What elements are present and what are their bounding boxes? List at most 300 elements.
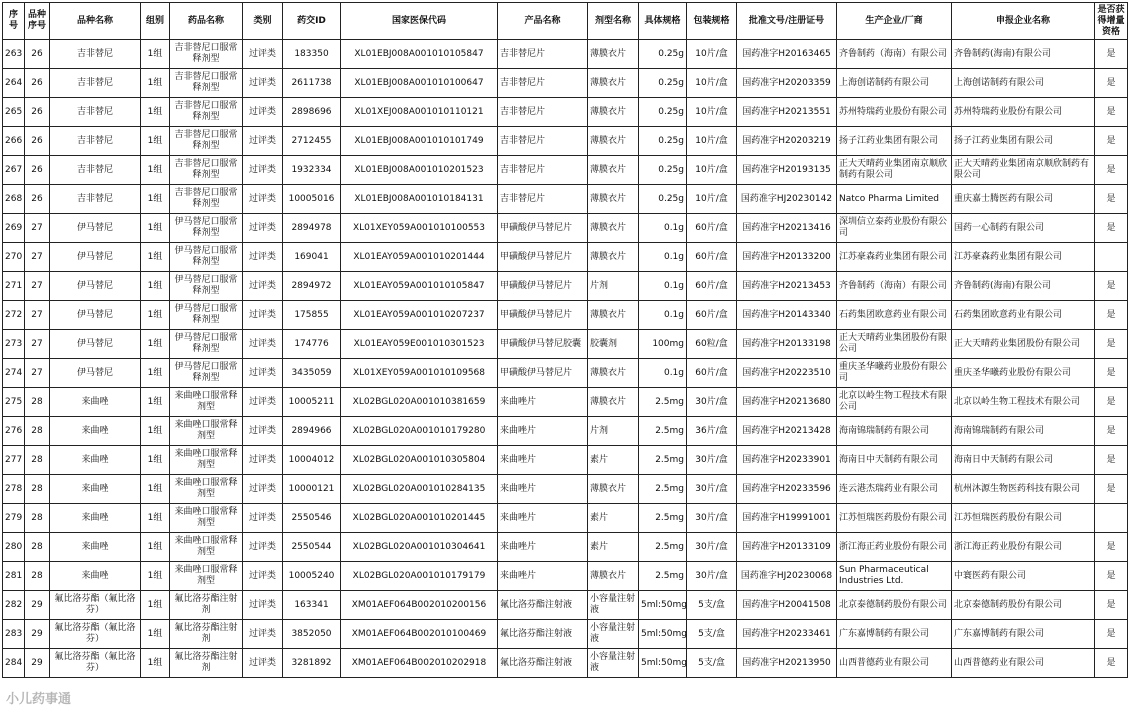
- table-cell: 过评类: [243, 475, 283, 504]
- table-cell: 来曲唑口服常释剂型: [170, 417, 243, 446]
- table-row: [3, 591, 1128, 620]
- table-row: [3, 98, 1128, 127]
- table-cell: 3281892: [283, 649, 341, 678]
- table-cell: XL02BGL020A001010284135: [341, 475, 498, 504]
- table-cell: 吉非替尼口服常释剂型: [170, 40, 243, 69]
- table-cell: 0.25g: [639, 98, 687, 127]
- column-header: 序号: [3, 3, 25, 40]
- table-cell: 伊马替尼: [50, 330, 141, 359]
- table-cell: 30片/盒: [687, 533, 737, 562]
- table-row: [3, 127, 1128, 156]
- table-row: [3, 504, 1128, 533]
- table-cell: 10000121: [283, 475, 341, 504]
- table-cell: 263: [3, 40, 25, 69]
- table-cell: 国药一心制药有限公司: [952, 214, 1095, 243]
- table-cell: XL01EBJ008A001010105847: [341, 40, 498, 69]
- table-cell: 过评类: [243, 359, 283, 388]
- table-cell: 薄膜衣片: [588, 98, 639, 127]
- table-cell: 5ml:50mg: [639, 649, 687, 678]
- table-cell: 278: [3, 475, 25, 504]
- table-cell: 过评类: [243, 533, 283, 562]
- table-cell: 过评类: [243, 156, 283, 185]
- table-cell: 270: [3, 243, 25, 272]
- table-cell: XL01EBJ008A001010184131: [341, 185, 498, 214]
- table-cell: 0.25g: [639, 40, 687, 69]
- table-cell: [1095, 504, 1128, 533]
- table-cell: 266: [3, 127, 25, 156]
- table-cell: 276: [3, 417, 25, 446]
- table-cell: 山西普德药业有限公司: [837, 649, 952, 678]
- column-header: 批准文号/注册证号: [737, 3, 837, 40]
- table-cell: 氟比洛芬酯注射剂: [170, 591, 243, 620]
- table-header-row: [3, 3, 1128, 40]
- table-cell: 过评类: [243, 243, 283, 272]
- table-cell: 是: [1095, 127, 1128, 156]
- table-cell: 甲磺酸伊马替尼片: [498, 272, 588, 301]
- table-cell: 吉非替尼片: [498, 40, 588, 69]
- table-cell: 伊马替尼: [50, 301, 141, 330]
- table-cell: 吉非替尼: [50, 156, 141, 185]
- table-cell: 过评类: [243, 214, 283, 243]
- table-cell: 薄膜衣片: [588, 127, 639, 156]
- table-cell: 吉非替尼片: [498, 185, 588, 214]
- table-cell: 是: [1095, 533, 1128, 562]
- table-cell: 小容量注射液: [588, 591, 639, 620]
- table-cell: 1组: [141, 620, 170, 649]
- table-cell: 271: [3, 272, 25, 301]
- table-cell: Sun Pharmaceutical Industries Ltd.: [837, 562, 952, 591]
- table-cell: 薄膜衣片: [588, 388, 639, 417]
- table-cell: 正大天晴药业集团股份有限公司: [837, 330, 952, 359]
- table-cell: 2.5mg: [639, 533, 687, 562]
- table-cell: 过评类: [243, 185, 283, 214]
- table-cell: 2.5mg: [639, 446, 687, 475]
- table-cell: 过评类: [243, 649, 283, 678]
- table-cell: 3435059: [283, 359, 341, 388]
- table-cell: 吉非替尼口服常释剂型: [170, 98, 243, 127]
- table-cell: 283: [3, 620, 25, 649]
- table-cell: 薄膜衣片: [588, 243, 639, 272]
- table-cell: 1组: [141, 504, 170, 533]
- table-cell: 吉非替尼口服常释剂型: [170, 185, 243, 214]
- table-cell: XM01AEF064B002010200156: [341, 591, 498, 620]
- table-cell: XL02BGL020A001010381659: [341, 388, 498, 417]
- table-cell: 重庆圣华曦药业股份有限公司: [952, 359, 1095, 388]
- table-cell: 是: [1095, 272, 1128, 301]
- table-cell: 0.1g: [639, 301, 687, 330]
- table-cell: 过评类: [243, 562, 283, 591]
- table-cell: 280: [3, 533, 25, 562]
- table-cell: 过评类: [243, 417, 283, 446]
- table-cell: 来曲唑口服常释剂型: [170, 446, 243, 475]
- table-cell: 1组: [141, 417, 170, 446]
- table-cell: 2712455: [283, 127, 341, 156]
- table-cell: 2550544: [283, 533, 341, 562]
- table-cell: 氟比洛芬酯注射液: [498, 649, 588, 678]
- table-cell: 281: [3, 562, 25, 591]
- table-cell: 过评类: [243, 127, 283, 156]
- table-cell: 江苏豪森药业集团有限公司: [952, 243, 1095, 272]
- table-cell: 薄膜衣片: [588, 69, 639, 98]
- table-cell: 1组: [141, 214, 170, 243]
- table-cell: 来曲唑口服常释剂型: [170, 475, 243, 504]
- table-cell: XM01AEF064B002010100469: [341, 620, 498, 649]
- table-cell: 伊马替尼口服常释剂型: [170, 243, 243, 272]
- table-cell: 1组: [141, 156, 170, 185]
- table-cell: 1组: [141, 301, 170, 330]
- table-cell: 甲磺酸伊马替尼胶囊: [498, 330, 588, 359]
- table-cell: 0.1g: [639, 243, 687, 272]
- table-cell: 是: [1095, 417, 1128, 446]
- table-cell: 1组: [141, 40, 170, 69]
- table-cell: 过评类: [243, 69, 283, 98]
- table-cell: 来曲唑片: [498, 533, 588, 562]
- table-cell: 163341: [283, 591, 341, 620]
- table-cell: XL01EBJ008A001010201523: [341, 156, 498, 185]
- table-cell: 过评类: [243, 40, 283, 69]
- table-row: [3, 388, 1128, 417]
- table-cell: 1组: [141, 185, 170, 214]
- table-cell: 江苏豪森药业集团有限公司: [837, 243, 952, 272]
- table-cell: 10005240: [283, 562, 341, 591]
- table-cell: 浙江海正药业股份有限公司: [952, 533, 1095, 562]
- table-cell: 29: [25, 591, 50, 620]
- table-cell: 2898696: [283, 98, 341, 127]
- table-cell: 5ml:50mg: [639, 591, 687, 620]
- table-cell: 60片/盒: [687, 359, 737, 388]
- table-cell: 28: [25, 446, 50, 475]
- table-cell: 27: [25, 243, 50, 272]
- table-cell: 吉非替尼: [50, 98, 141, 127]
- table-cell: 36片/盒: [687, 417, 737, 446]
- table-cell: 江苏恒瑞医药股份有限公司: [952, 504, 1095, 533]
- table-cell: 国药准字H20193135: [737, 156, 837, 185]
- table-cell: 是: [1095, 214, 1128, 243]
- table-cell: 来曲唑: [50, 417, 141, 446]
- table-cell: 薄膜衣片: [588, 301, 639, 330]
- table-cell: 1组: [141, 591, 170, 620]
- table-cell: 0.25g: [639, 156, 687, 185]
- table-cell: 60片/盒: [687, 301, 737, 330]
- column-header: 剂型名称: [588, 3, 639, 40]
- table-cell: 伊马替尼口服常释剂型: [170, 272, 243, 301]
- table-cell: 0.25g: [639, 69, 687, 98]
- table-cell: 来曲唑片: [498, 388, 588, 417]
- table-cell: 海南日中天制药有限公司: [952, 446, 1095, 475]
- table-cell: 10片/盒: [687, 69, 737, 98]
- table-cell: 伊马替尼口服常释剂型: [170, 301, 243, 330]
- table-cell: 2611738: [283, 69, 341, 98]
- table-cell: 薄膜衣片: [588, 562, 639, 591]
- table-cell: 薄膜衣片: [588, 359, 639, 388]
- table-cell: 小容量注射液: [588, 649, 639, 678]
- column-header: 生产企业/厂商: [837, 3, 952, 40]
- table-cell: 齐鲁制药(海南)有限公司: [952, 40, 1095, 69]
- table-cell: 伊马替尼: [50, 359, 141, 388]
- table-cell: 氟比洛芬酯注射液: [498, 620, 588, 649]
- table-cell: 素片: [588, 533, 639, 562]
- table-cell: 石药集团欧意药业有限公司: [952, 301, 1095, 330]
- table-cell: 海南日中天制药有限公司: [837, 446, 952, 475]
- table-cell: 国药准字H20143340: [737, 301, 837, 330]
- table-cell: XL02BGL020A001010305804: [341, 446, 498, 475]
- table-cell: XL01XEY059A001010109568: [341, 359, 498, 388]
- table-cell: 1组: [141, 649, 170, 678]
- table-cell: 海南锦瑞制药有限公司: [952, 417, 1095, 446]
- table-cell: 国药准字H20233596: [737, 475, 837, 504]
- table-row: [3, 620, 1128, 649]
- table-cell: 国药准字HJ20230068: [737, 562, 837, 591]
- table-cell: 来曲唑口服常释剂型: [170, 562, 243, 591]
- table-cell: 小容量注射液: [588, 620, 639, 649]
- table-cell: 北京泰德制药股份有限公司: [837, 591, 952, 620]
- table-cell: XL01EAY059A001010201444: [341, 243, 498, 272]
- table-cell: 1组: [141, 69, 170, 98]
- table-row: [3, 649, 1128, 678]
- table-cell: 29: [25, 620, 50, 649]
- table-cell: 国药准字H20213428: [737, 417, 837, 446]
- table-cell: 28: [25, 417, 50, 446]
- table-cell: 是: [1095, 98, 1128, 127]
- column-header: 是否获得增量资格: [1095, 3, 1128, 40]
- table-cell: 是: [1095, 649, 1128, 678]
- table-cell: XL02BGL020A001010179280: [341, 417, 498, 446]
- table-cell: XL02BGL020A001010201445: [341, 504, 498, 533]
- table-cell: 中寰医药有限公司: [952, 562, 1095, 591]
- table-cell: 27: [25, 214, 50, 243]
- table-cell: 26: [25, 156, 50, 185]
- table-cell: 齐鲁制药（海南）有限公司: [837, 40, 952, 69]
- table-cell: 5支/盒: [687, 591, 737, 620]
- table-cell: 来曲唑口服常释剂型: [170, 388, 243, 417]
- table-cell: 是: [1095, 301, 1128, 330]
- table-cell: 是: [1095, 40, 1128, 69]
- table-cell: 海南锦瑞制药有限公司: [837, 417, 952, 446]
- table-cell: 30片/盒: [687, 475, 737, 504]
- table-row: [3, 446, 1128, 475]
- table-cell: 169041: [283, 243, 341, 272]
- table-cell: 2.5mg: [639, 417, 687, 446]
- table-cell: 1932334: [283, 156, 341, 185]
- table-cell: 吉非替尼口服常释剂型: [170, 156, 243, 185]
- table-cell: 2894966: [283, 417, 341, 446]
- table-cell: 薄膜衣片: [588, 475, 639, 504]
- table-cell: 5支/盒: [687, 620, 737, 649]
- table-cell: 10005211: [283, 388, 341, 417]
- table-cell: 薄膜衣片: [588, 214, 639, 243]
- table-cell: 苏州特瑞药业股份有限公司: [952, 98, 1095, 127]
- table-cell: 28: [25, 504, 50, 533]
- table-cell: 氟比洛芬酯（氟比洛芬）: [50, 620, 141, 649]
- table-cell: 2894972: [283, 272, 341, 301]
- table-cell: 吉非替尼口服常释剂型: [170, 127, 243, 156]
- column-header: 国家医保代码: [341, 3, 498, 40]
- table-cell: 伊马替尼: [50, 272, 141, 301]
- table-cell: XL01EBJ008A001010100647: [341, 69, 498, 98]
- table-cell: 265: [3, 98, 25, 127]
- table-row: [3, 417, 1128, 446]
- table-cell: 北京以岭生物工程技术有限公司: [952, 388, 1095, 417]
- column-header: 产品名称: [498, 3, 588, 40]
- table-cell: 100mg: [639, 330, 687, 359]
- table-cell: 1组: [141, 98, 170, 127]
- table-cell: 0.25g: [639, 127, 687, 156]
- column-header: 申报企业名称: [952, 3, 1095, 40]
- table-cell: 来曲唑: [50, 562, 141, 591]
- table-cell: 60粒/盒: [687, 330, 737, 359]
- table-cell: 过评类: [243, 446, 283, 475]
- table-cell: 10片/盒: [687, 98, 737, 127]
- table-cell: 0.1g: [639, 272, 687, 301]
- table-cell: 齐鲁制药(海南)有限公司: [952, 272, 1095, 301]
- table-cell: 1组: [141, 446, 170, 475]
- table-cell: 27: [25, 301, 50, 330]
- table-cell: 26: [25, 69, 50, 98]
- table-cell: 片剂: [588, 272, 639, 301]
- table-cell: 过评类: [243, 504, 283, 533]
- table-row: [3, 272, 1128, 301]
- table-cell: 是: [1095, 69, 1128, 98]
- table-cell: 29: [25, 649, 50, 678]
- column-header: 类别: [243, 3, 283, 40]
- table-cell: 甲磺酸伊马替尼片: [498, 214, 588, 243]
- table-cell: 0.25g: [639, 185, 687, 214]
- table-cell: 伊马替尼口服常释剂型: [170, 214, 243, 243]
- table-cell: XL01EAY059A001010207237: [341, 301, 498, 330]
- table-cell: 来曲唑片: [498, 475, 588, 504]
- table-cell: 氟比洛芬酯（氟比洛芬）: [50, 591, 141, 620]
- table-cell: 是: [1095, 446, 1128, 475]
- table-cell: 175855: [283, 301, 341, 330]
- table-cell: 269: [3, 214, 25, 243]
- column-header: 药交ID: [283, 3, 341, 40]
- table-cell: 吉非替尼片: [498, 156, 588, 185]
- table-row: [3, 156, 1128, 185]
- table-row: [3, 562, 1128, 591]
- column-header: 包装规格: [687, 3, 737, 40]
- table-cell: 杭州沐源生物医药科技有限公司: [952, 475, 1095, 504]
- table-cell: 26: [25, 185, 50, 214]
- table-cell: 是: [1095, 156, 1128, 185]
- table-cell: 过评类: [243, 388, 283, 417]
- table-cell: 来曲唑: [50, 533, 141, 562]
- table-cell: 伊马替尼: [50, 214, 141, 243]
- table-cell: 国药准字HJ20230142: [737, 185, 837, 214]
- table-cell: 氟比洛芬酯（氟比洛芬）: [50, 649, 141, 678]
- table-cell: 1组: [141, 562, 170, 591]
- table-cell: 苏州特瑞药业股份有限公司: [837, 98, 952, 127]
- table-cell: 30片/盒: [687, 446, 737, 475]
- table-cell: 扬子江药业集团有限公司: [837, 127, 952, 156]
- table-cell: 272: [3, 301, 25, 330]
- watermark-text: 小儿药事通: [6, 692, 72, 707]
- table-cell: 2894978: [283, 214, 341, 243]
- table-cell: 素片: [588, 504, 639, 533]
- table-cell: 10片/盒: [687, 40, 737, 69]
- table-cell: 国药准字H20133109: [737, 533, 837, 562]
- table-cell: 吉非替尼口服常释剂型: [170, 69, 243, 98]
- drug-list-table: [2, 2, 1128, 678]
- table-cell: 282: [3, 591, 25, 620]
- table-cell: 甲磺酸伊马替尼片: [498, 359, 588, 388]
- table-cell: XM01AEF064B002010202918: [341, 649, 498, 678]
- table-row: [3, 69, 1128, 98]
- table-cell: 过评类: [243, 591, 283, 620]
- table-cell: 广东嘉博制药有限公司: [952, 620, 1095, 649]
- data-table-container: [2, 2, 1128, 678]
- table-cell: 10004012: [283, 446, 341, 475]
- table-cell: 是: [1095, 388, 1128, 417]
- table-cell: 来曲唑片: [498, 417, 588, 446]
- table-cell: 是: [1095, 359, 1128, 388]
- table-cell: 过评类: [243, 330, 283, 359]
- table-cell: 浙江海正药业股份有限公司: [837, 533, 952, 562]
- table-cell: 来曲唑片: [498, 504, 588, 533]
- table-cell: 甲磺酸伊马替尼片: [498, 301, 588, 330]
- table-cell: 国药准字H20233901: [737, 446, 837, 475]
- table-cell: 174776: [283, 330, 341, 359]
- table-cell: 10片/盒: [687, 185, 737, 214]
- table-cell: 氟比洛芬酯注射剂: [170, 649, 243, 678]
- table-cell: 国药准字H20133200: [737, 243, 837, 272]
- table-cell: 过评类: [243, 301, 283, 330]
- table-cell: 275: [3, 388, 25, 417]
- table-cell: 来曲唑: [50, 504, 141, 533]
- column-header: 具体规格: [639, 3, 687, 40]
- table-cell: 国药准字H20213551: [737, 98, 837, 127]
- table-cell: 吉非替尼: [50, 40, 141, 69]
- table-cell: 正大天晴药业集团南京顺欣制药有限公司: [952, 156, 1095, 185]
- table-cell: 28: [25, 533, 50, 562]
- table-cell: 0.1g: [639, 359, 687, 388]
- table-cell: 过评类: [243, 620, 283, 649]
- table-cell: 素片: [588, 446, 639, 475]
- table-cell: 甲磺酸伊马替尼片: [498, 243, 588, 272]
- table-cell: 60片/盒: [687, 243, 737, 272]
- table-cell: 国药准字H20233461: [737, 620, 837, 649]
- table-cell: 来曲唑片: [498, 446, 588, 475]
- table-cell: 山西普德药业有限公司: [952, 649, 1095, 678]
- table-row: [3, 533, 1128, 562]
- table-cell: 氟比洛芬酯注射剂: [170, 620, 243, 649]
- table-cell: 273: [3, 330, 25, 359]
- table-cell: 264: [3, 69, 25, 98]
- table-cell: [1095, 243, 1128, 272]
- table-cell: 是: [1095, 330, 1128, 359]
- table-cell: 薄膜衣片: [588, 40, 639, 69]
- table-cell: 国药准字H20203219: [737, 127, 837, 156]
- table-row: [3, 330, 1128, 359]
- table-cell: 来曲唑: [50, 475, 141, 504]
- table-cell: 来曲唑: [50, 446, 141, 475]
- table-cell: 28: [25, 475, 50, 504]
- table-cell: 26: [25, 98, 50, 127]
- table-cell: 北京泰德制药股份有限公司: [952, 591, 1095, 620]
- table-cell: 2.5mg: [639, 504, 687, 533]
- table-cell: 薄膜衣片: [588, 185, 639, 214]
- table-cell: 连云港杰瑞药业有限公司: [837, 475, 952, 504]
- table-cell: 1组: [141, 475, 170, 504]
- table-cell: 吉非替尼: [50, 69, 141, 98]
- table-cell: 27: [25, 272, 50, 301]
- table-cell: 1组: [141, 388, 170, 417]
- table-cell: 27: [25, 330, 50, 359]
- table-cell: 石药集团欧意药业有限公司: [837, 301, 952, 330]
- table-row: [3, 475, 1128, 504]
- table-cell: 3852050: [283, 620, 341, 649]
- table-cell: 国药准字H20213453: [737, 272, 837, 301]
- table-cell: 深圳信立泰药业股份有限公司: [837, 214, 952, 243]
